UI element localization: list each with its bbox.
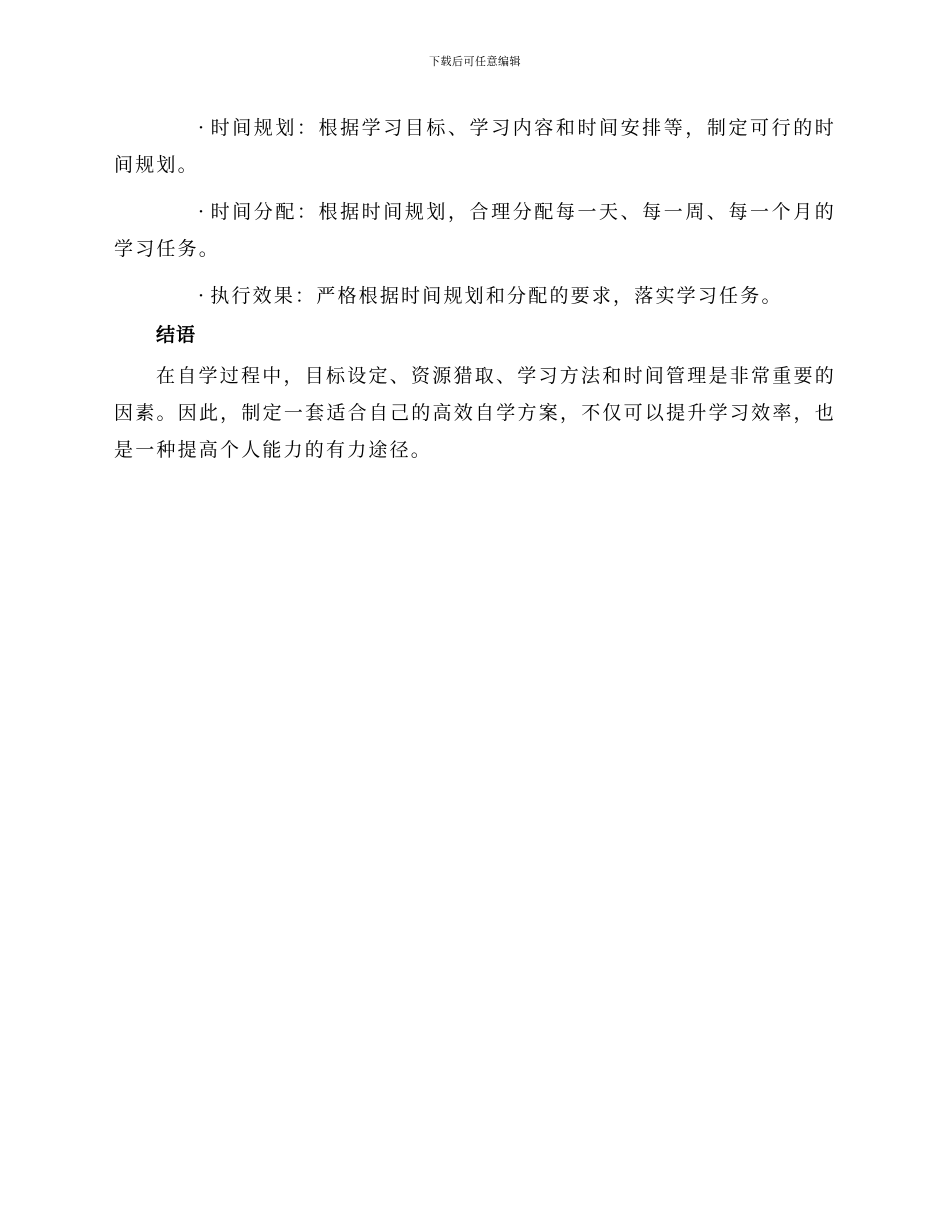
bullet-item-execution (114, 278, 836, 315)
bullet-marker: · (198, 201, 207, 223)
bullet-marker: · (198, 285, 207, 307)
bullet-text: 时间规划：根据学习目标、学习内容和时间安排等，制定可行的时间规划。 (114, 117, 836, 176)
page-header: 下载后可任意编辑 (429, 55, 521, 68)
conclusion-heading: 结语 (156, 324, 197, 346)
conclusion-paragraph: 在自学过程中，目标设定、资源猎取、学习方法和时间管理是非常重要的因素。因此，制定一套适合自己的高效自学方案，不仅可以提升学习效率，也是一种提高个人能力的有力途径。 (114, 365, 836, 461)
bullet-text: 执行效果：严格根据时间规划和分配的要求，落实学习任务。 (210, 285, 783, 307)
bullet-text: 时间分配：根据时间规划，合理分配每一天、每一周、每一个月的学习任务。 (114, 201, 836, 260)
bullet-marker: · (198, 117, 207, 139)
document-body (114, 110, 836, 469)
bullet-item-time-allocation (114, 194, 836, 268)
bullet-item-time-planning (114, 110, 836, 184)
